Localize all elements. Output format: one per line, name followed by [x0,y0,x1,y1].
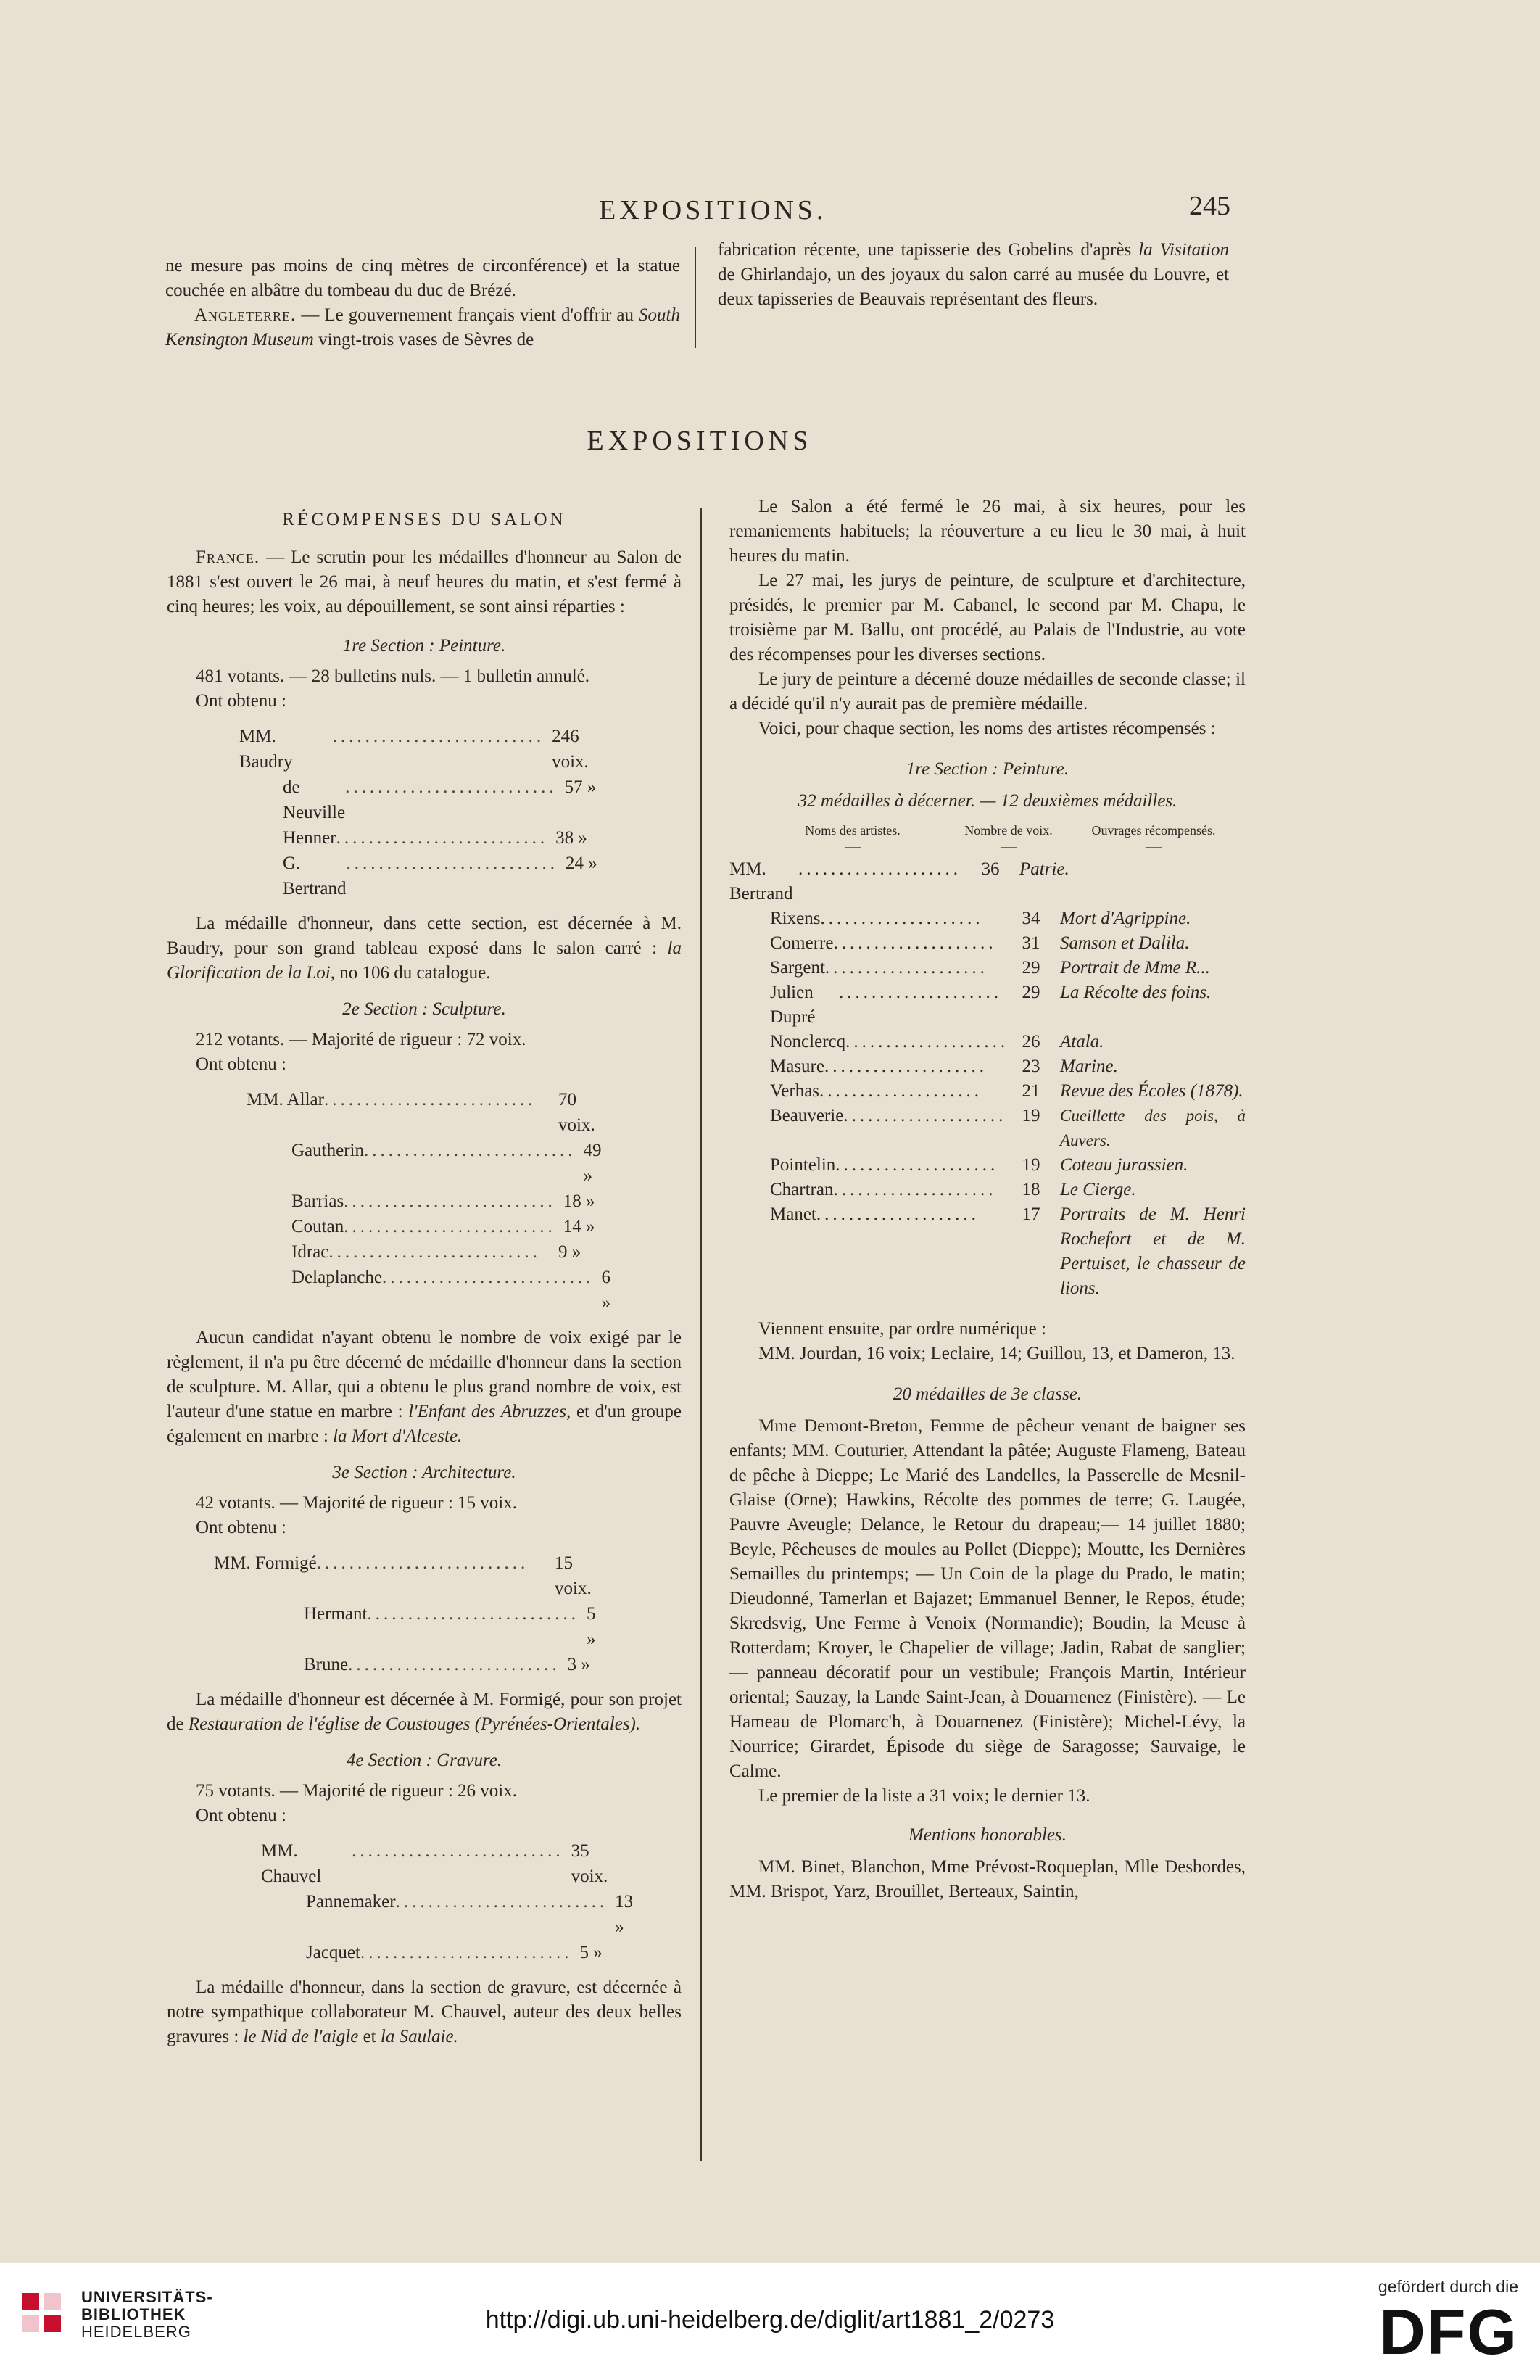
table-row [729,906,1246,931]
artist-name: Delaplanche [291,1268,382,1287]
vote-count: 57 » [564,777,597,797]
vote-count: 24 » [565,854,597,873]
third-class-end: Le premier de la liste a 31 voix; le dernier 13. [758,1786,1090,1806]
juries-para: Le 27 mai, les jurys de peinture, de sculpture et d'architecture, présidés, le premier par M. Cabanel, le second par M. Chapu, le troisième par M. Ballu, ont procédé, au Palais de l'Industrie, au vote des récompenses pour les diverses sections. [729,571,1246,664]
artist-name: Rixens [770,909,821,928]
artist-name: Verhas [770,1081,820,1101]
artist-name: Barrias [291,1191,344,1211]
france-label: France. [196,548,260,567]
list-row [247,1239,609,1265]
leader-dots: .................... [833,933,997,953]
leader-dots: .......................... [336,828,549,848]
leader-dots: .................... [824,1057,988,1076]
list-row [261,1940,616,1965]
vote-count: 15 voix. [555,1553,592,1598]
artist-name: Beauverie [770,1106,844,1125]
mentions-title: Mentions honorables. [908,1825,1067,1845]
library-line: UNIVERSITÄTS- [81,2288,213,2306]
mentions-list: MM. Binet, Blanchon, Mme Prévost-Roqueplan, Mlle Desbordes, MM. Brispot, Yarz, Brouillet, Berteaux, Saintin, [729,1857,1246,1901]
table-row [729,931,1246,956]
page-number: 245 [1189,191,1230,221]
section-1-obtained: Ont obtenu : [196,691,286,711]
vote-count: 18 » [563,1191,595,1211]
intro-text: — Le scrutin pour les médailles d'honneur au Salon de 1881 s'est ouvert le 26 mai, à neuf heures du matin, et s'est fermé à cinq heures; les voix, au dépouillement, se sont ainsi réparties : [167,548,682,616]
section-3-title: 3e Section : Architecture. [332,1463,516,1482]
section-1-title: 1re Section : Peinture. [342,636,506,656]
vote-count: 19 [1022,1106,1040,1125]
artist-name: Brune [304,1655,349,1674]
section-2-obtained: Ont obtenu : [196,1054,286,1074]
work-title: la Glorification de la Loi, [167,938,682,983]
vote-count: 29 [1022,983,1040,1002]
section-1-votes: 481 votants. — 28 bulletins nuls. — 1 bulletin annulé. [196,666,590,686]
section-1-list [239,724,602,901]
top-right-text-2: de Ghirlandajo, un des joyaux du salon carré au musée du Louvre, et deux tapisseries de Beauvais représentant des fleurs. [718,265,1229,309]
list-row [247,1214,609,1239]
leader-dots: .......................... [332,727,545,746]
vote-count: 14 » [563,1217,595,1236]
table-row [729,1178,1246,1202]
medals-line: 32 médailles à décerner. — 12 deuxièmes médailles. [798,791,1177,811]
following-para: Viennent ensuite, par ordre numérique : [758,1319,1046,1339]
work-title: Patrie. [1019,859,1069,879]
leader-dots: .................... [798,859,961,879]
artist-name: Pointelin [770,1155,836,1175]
artist-name: Idrac [291,1242,329,1262]
section-3-list [214,1550,605,1677]
work-title: Cueillette des pois, à Auvers. [1060,1107,1246,1149]
artist-name: Coutan [291,1217,344,1236]
col-header-works: Ouvrages récompensés. [1091,823,1216,838]
right-section-title: 1re Section : Peinture. [906,759,1069,779]
vote-count: 5 » [586,1604,596,1649]
result-text: La médaille d'honneur est décernée à M. Formigé, pour son projet de [167,1690,682,1734]
list-row [239,724,602,774]
results-table [729,857,1246,1301]
leader-dots: .................... [824,958,988,978]
table-row [729,1104,1246,1153]
artist-name: Hermant [304,1604,368,1624]
table-row [729,1202,1246,1301]
column-divider-top [695,247,696,348]
list-row [239,774,602,825]
vote-count: 49 » [583,1141,602,1186]
leader-dots: .................... [820,909,984,928]
list-row [247,1189,609,1214]
table-header-rules [729,838,1246,854]
header-rule: — [845,837,861,855]
leader-dots: .......................... [344,1217,556,1236]
third-class-list: Mme Demont-Breton, Femme de pêcheur venant de baigner ses enfants; MM. Couturier, Attendant la pâtée; Auguste Flameng, Bateau de pêche à Dieppe; Le Marié des Landelles, la Passerelle de Mesnil-Glaise (Orne); Hawkins, Récolte des pommes de terre; G. Laugée, Pauvre Aveugle; Delance, le Retour du drapeau;— 14 juillet 1880; Beyle, Pêcheuses de moules au Pollet (Dieppe); Moutte, les Dernières Semailles du printemps; — Un Coin de la plage du Prado, le matin; Dieudonné, Tamerlan et Bajazet; Emmanuel Benner, le Repos, étude; Skredsvig, Une Ferme à Venoix (Normandie); Boudin, la Meuse à Rotterdam; Kroyer, le Chapelier de village; Jadin, Rabat de sanglier; — panneau décoratif pour un vestibule; François Martin, Intérieur oriental; Sauzay, la Lande Saint-Jean, à Douarnenez (Finistère). — Le Hameau de Plomarc'h, à Douarnenez (Finistère); Michel-Lévy, la Nourrice; Girardet, Épisode du siège de Saragosse; Sauvaige, le Calme. [729,1416,1246,1781]
vote-count: 246 voix. [552,727,589,772]
table-row [729,1153,1246,1178]
column-divider-main [700,508,702,2161]
leader-dots: .......................... [345,777,558,797]
leader-dots: .......................... [323,1090,537,1110]
vote-count: 19 [1022,1155,1040,1175]
table-row [729,1054,1246,1079]
leader-dots: .................... [839,983,1002,1002]
top-left-para-1 [165,254,680,303]
list-row [247,1265,609,1315]
work-title: Portrait de Mme R... [1060,958,1210,978]
col-header-names: Noms des artistes. [805,823,901,838]
result-text: La médaille d'honneur, dans cette section, est décernée à M. Baudry, pour son grand tableau exposé dans le salon carré : [167,914,682,958]
leader-dots: .......................... [328,1242,541,1262]
artist-name: de Neuville [283,777,346,822]
header-rule: — [1146,837,1162,855]
artist-name: Nonclercq [770,1032,846,1051]
work-title: le Nid de l'aigle [243,2027,359,2046]
list-row [247,1138,609,1189]
list-row [239,825,602,851]
third-class-title: 20 médailles de 3e classe. [893,1384,1082,1404]
work-title: Coteau jurassien. [1060,1155,1188,1175]
section-3-votes: 42 votants. — Majorité de rigueur : 15 voix. [196,1493,517,1513]
section-4-result [167,1975,682,2049]
header-rule: — [1001,837,1017,855]
permalink-url[interactable]: http://digi.ub.uni-heidelberg.de/diglit/art1881_2/0273 [485,2306,1055,2334]
leader-dots: .......................... [346,854,558,873]
vote-count: 3 » [567,1655,590,1674]
artwork-title: la Visitation [1138,240,1229,260]
table-row [729,857,1246,906]
leader-dots: .......................... [316,1553,529,1573]
vote-count: 21 [1022,1081,1040,1101]
work-title: Atala. [1060,1032,1104,1051]
top-right-para [718,238,1229,312]
work-title: l'Enfant des Abruzzes, [408,1402,571,1421]
painting-jury-para: Le jury de peinture a décerné douze médailles de seconde classe; il a décidé qu'il n'y aurait pas de première médaille. [729,669,1246,714]
section-4-obtained: Ont obtenu : [196,1806,286,1825]
awards-title: RÉCOMPENSES DU SALON [282,510,566,529]
dfg-logo: DFG [1379,2296,1518,2368]
table-row [729,956,1246,980]
artist-name: G. Bertrand [283,854,347,898]
salon-closing-para: Le Salon a été fermé le 26 mai, à six heures, pour les remaniements habituels; la réouverture a eu lieu le 30 mai, à huit heures du matin. [729,497,1246,566]
section-2-title: 2e Section : Sculpture. [342,999,506,1019]
work-title: la Saulaie. [380,2027,458,2046]
artist-name: Gautherin [291,1141,364,1160]
country-label: Angleterre. [194,305,297,325]
list-row [214,1652,605,1677]
table-row [729,1079,1246,1104]
section-2-votes: 212 votants. — Majorité de rigueur : 72 voix. [196,1030,526,1049]
list-row [261,1889,634,1940]
left-column [167,508,682,2049]
top-right-column [718,238,1229,312]
section-4-votes: 75 votants. — Majorité de rigueur : 26 voix. [196,1781,517,1801]
work-title: Samson et Dalila. [1060,933,1190,953]
leader-dots: .................... [835,1155,999,1175]
table-header [729,822,1246,838]
artist-name: MM. Baudry [239,727,293,772]
vote-count: 6 » [601,1268,610,1313]
result-text: Aucun candidat n'ayant obtenu le nombre de voix exigé par le règlement, il n'a pu être décerné de médaille d'honneur dans la section de sculpture. M. Allar, qui a obtenu le plus grand nombre de voix, est l'auteur d'une statue en marbre : [167,1328,682,1421]
top-left-para-2 [165,303,680,352]
main-title: EXPOSITIONS [587,426,813,456]
library-line: BIBLIOTHEK [81,2305,186,2323]
vote-count: 29 [1022,958,1040,978]
result-text: et d'un groupe également en marbre : [167,1402,682,1446]
awarded-intro-para: Voici, pour chaque section, les noms des artistes récompensés : [758,719,1216,738]
work-title: Restauration de l'église de Coustouges (Pyrénées-Orientales). [188,1714,641,1734]
vote-count: 18 [1022,1180,1040,1199]
artist-name: MM. Chauvel [261,1841,322,1886]
library-line: HEIDELBERG [81,2323,191,2341]
section-4-title: 4e Section : Gravure. [346,1751,502,1770]
work-title: la Mort d'Alceste. [333,1426,463,1446]
artist-name: Manet [770,1205,816,1224]
vote-count: 70 voix. [558,1090,595,1135]
vote-count: 9 » [558,1242,581,1262]
leader-dots: .......................... [367,1604,579,1624]
section-3-obtained: Ont obtenu : [196,1518,286,1537]
leader-dots: .......................... [348,1655,560,1674]
result-text: no 106 du catalogue. [334,963,491,983]
vote-count: 23 [1022,1057,1040,1076]
artist-name: Henner [283,828,336,848]
leader-dots: .......................... [395,1892,608,1912]
artist-name: MM. Allar [247,1090,324,1110]
list-row [239,851,602,901]
vote-count: 36 [981,859,1000,879]
leader-dots: .................... [845,1032,1009,1051]
leader-dots: .................... [843,1106,1007,1125]
intro-paragraph [167,545,682,619]
funding-caption: gefördert durch die [1378,2277,1518,2296]
artist-name: Jacquet [306,1943,360,1962]
list-row [214,1601,605,1652]
vote-count: 17 [1022,1205,1040,1224]
artist-name: MM. Bertrand [729,859,793,904]
artist-name: Masure [770,1057,824,1076]
vote-count: 35 voix. [571,1841,608,1886]
list-row [214,1550,605,1601]
vote-count: 26 [1022,1032,1040,1051]
vote-count: 13 » [615,1892,634,1937]
vote-count: 31 [1022,933,1040,953]
section-4-list [261,1838,634,1965]
artist-name: Chartran [770,1180,834,1199]
leader-dots: .......................... [352,1841,564,1861]
result-text: La médaille d'honneur, dans la section de gravure, est décernée à notre sympathique collaborateur M. Chauvel, auteur des deux belles gravures : [167,1978,682,2046]
artist-name: MM. Formigé [214,1553,317,1573]
col-header-votes: Nombre de voix. [964,823,1053,838]
leader-dots: .......................... [360,1943,573,1962]
work-title: Marine. [1060,1057,1118,1076]
work-title: Revue des Écoles (1878). [1060,1081,1243,1101]
table-row [729,1030,1246,1054]
following-names: MM. Jourdan, 16 voix; Leclaire, 14; Guillou, 13, et Dameron, 13. [758,1344,1235,1363]
section-2-list [247,1087,609,1315]
work-title: La Récolte des foins. [1060,983,1212,1002]
leader-dots: .......................... [344,1191,556,1211]
artist-name: Pannemaker [306,1892,396,1912]
top-left-column [165,254,680,352]
vote-count: 34 [1022,909,1040,928]
vote-count: 5 » [579,1943,603,1962]
leader-dots: .................... [816,1205,980,1224]
artist-name: Julien Dupré [770,983,816,1027]
work-title: Le Cierge. [1060,1180,1136,1199]
artist-name: Comerre [770,933,834,953]
work-title: Portraits de M. Henri Rochefort et de M. Pertuiset, le chasseur de lions. [1060,1205,1246,1298]
leader-dots: .......................... [363,1141,576,1160]
leader-dots: .................... [833,1180,997,1199]
work-title: Mort d'Agrippine. [1060,909,1191,928]
section-2-result [167,1326,682,1449]
vote-count: 38 » [555,828,587,848]
running-title: EXPOSITIONS. [599,195,827,226]
museum-name: South Kensington Museum [165,305,680,350]
top-right-text: fabrication récente, une tapisserie des Gobelins d'après [718,240,1139,260]
section-1-result [167,912,682,986]
section-3-result [167,1687,682,1737]
top-left-text-2: — Le gouvernement français vient d'offrir au [296,305,639,325]
list-row [261,1838,616,1889]
top-left-text-3: vingt-trois vases de Sèvres de [313,330,534,350]
right-column [729,495,1246,1904]
leader-dots: .................... [819,1081,983,1101]
viewer-footer [0,2263,1540,2380]
artist-name: Sargent [770,958,825,978]
leader-dots: .......................... [381,1268,595,1287]
result-text: et [358,2027,381,2046]
top-left-text: ne mesure pas moins de cinq mètres de circonférence) et la statue couchée en albâtre du tombeau du duc de Brézé. [165,256,680,300]
table-row [729,980,1246,1030]
list-row [247,1087,609,1138]
